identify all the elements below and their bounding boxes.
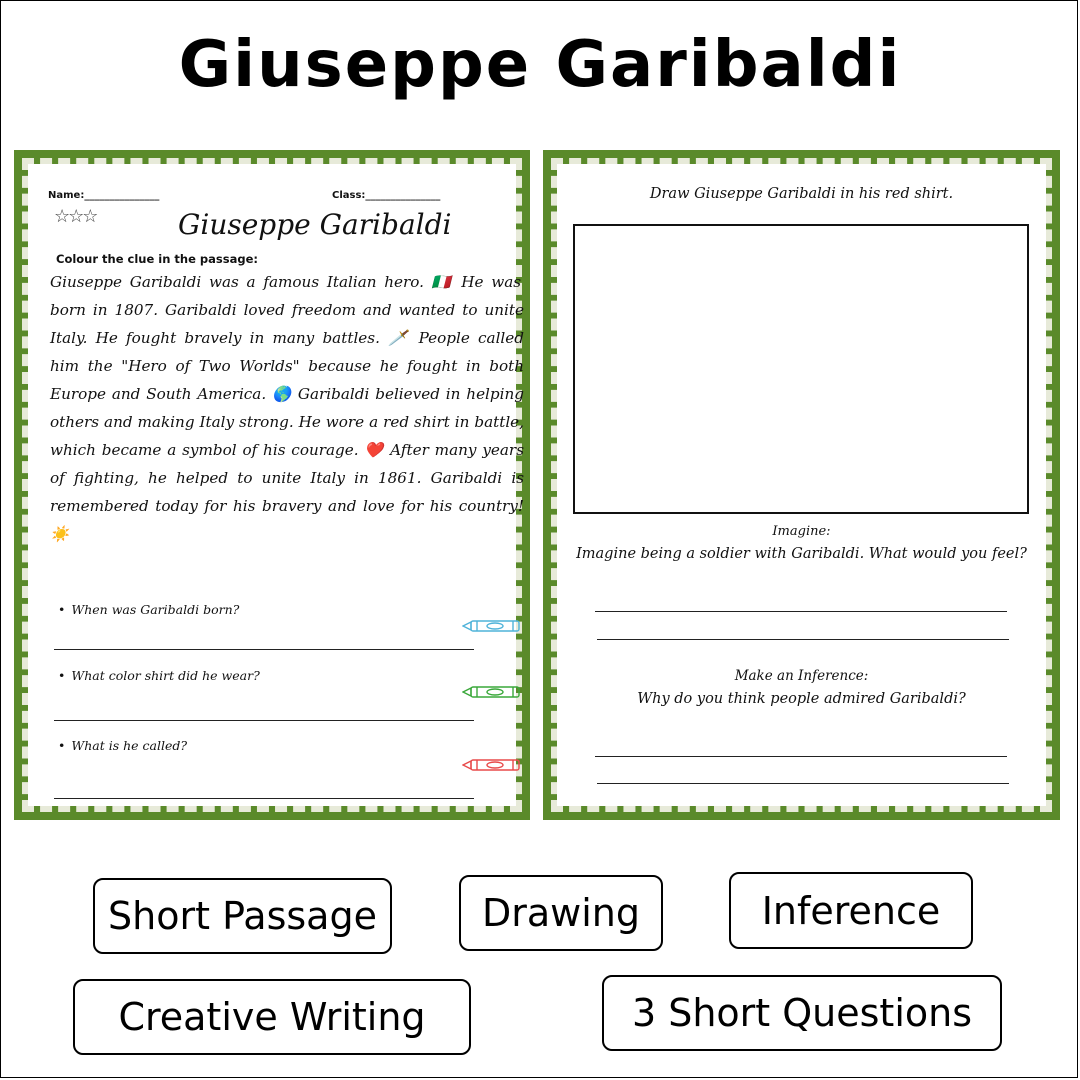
- reading-passage: Giuseppe Garibaldi was a famous Italian hero. 🇮🇹 He was born in 1807. Garibaldi loved freedom and wanted to unite Italy. He fought bravely in many battles. 🗡️ People called him the "Hero of Two Worlds" because he fought in both Europe and South America. 🌎 Garibaldi believed in helping others and making Italy strong. He wore a red shirt in battle, which became a symbol of his courage. ❤️ After many years of fighting, he helped to unite Italy in 1861. Garibaldi is remembered today for his bravery and love for his country! ☀️: [50, 273, 524, 543]
- answer-line[interactable]: [54, 798, 474, 799]
- question-text: What is he called?: [71, 738, 188, 753]
- worksheet-passage: [14, 150, 530, 820]
- inference-heading: Make an Inference:: [734, 668, 869, 684]
- worksheet-title: Giuseppe Garibaldi: [178, 208, 452, 241]
- worksheet-activities: [543, 150, 1060, 820]
- instruction-text: Colour the clue in the passage:: [56, 252, 258, 266]
- question-text: What color shirt did he wear?: [71, 668, 260, 683]
- answer-line[interactable]: [595, 611, 1007, 612]
- answer-line[interactable]: [597, 639, 1009, 640]
- worksheet-paper: [28, 164, 524, 806]
- class-field: Class:_______________: [332, 190, 441, 201]
- inference-prompt: Why do you think people admired Garibaldi?: [637, 691, 966, 707]
- feature-inference: Inference: [729, 872, 973, 949]
- worksheet-paper: [557, 164, 1046, 806]
- feature-short-questions: 3 Short Questions: [602, 975, 1002, 1051]
- answer-line[interactable]: [54, 649, 474, 650]
- page-title: Giuseppe Garibaldi: [178, 28, 902, 102]
- imagine-heading: Imagine:: [772, 524, 831, 539]
- crayon-icon: [462, 619, 522, 633]
- feature-drawing: Drawing: [459, 875, 663, 951]
- drawing-prompt: Draw Giuseppe Garibaldi in his red shirt.: [649, 186, 954, 202]
- feature-creative-writing: Creative Writing: [73, 979, 471, 1055]
- imagine-prompt: Imagine being a soldier with Garibaldi. What would you feel?: [576, 546, 1027, 562]
- crayon-icon: [462, 685, 522, 699]
- crayon-icon: [462, 758, 522, 772]
- question-text: When was Garibaldi born?: [71, 602, 240, 617]
- feature-short-passage: Short Passage: [93, 878, 392, 954]
- name-field: Name:_______________: [48, 190, 160, 201]
- answer-line[interactable]: [597, 783, 1009, 784]
- drawing-box[interactable]: [573, 224, 1029, 514]
- answer-line[interactable]: [595, 756, 1007, 757]
- question-item: • What color shirt did he wear?: [58, 668, 260, 683]
- answer-line[interactable]: [54, 720, 474, 721]
- question-item: • What is he called?: [58, 738, 188, 753]
- question-item: • When was Garibaldi born?: [58, 602, 240, 617]
- star-rating-icon: ☆☆☆: [54, 206, 97, 227]
